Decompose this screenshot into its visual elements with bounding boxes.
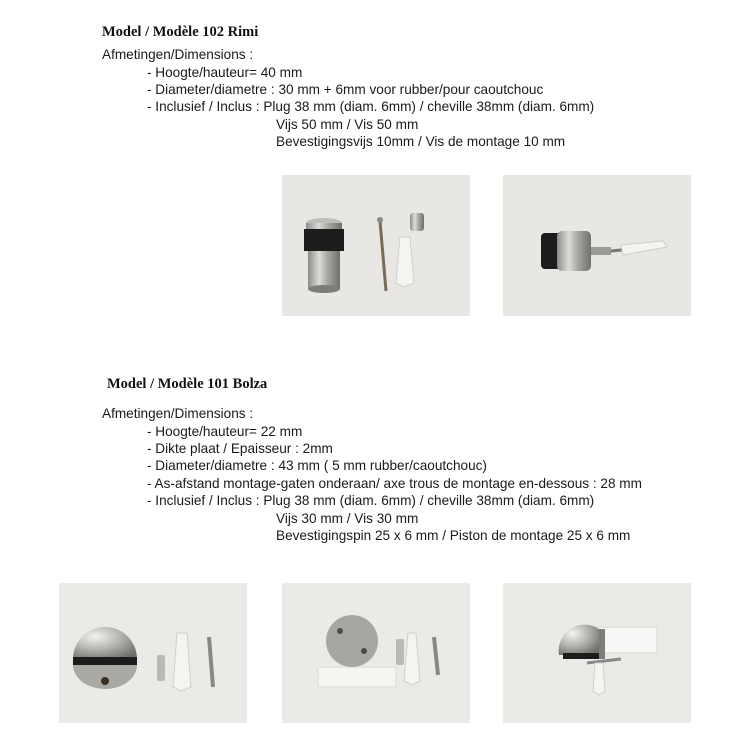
model-101-dimensions-label: Afmetingen/Dimensions : (102, 406, 254, 421)
model-102-diameter: - Diameter/diametre : 30 mm + 6mm voor rubber/pour caoutchouc (147, 82, 544, 97)
model-102-title: Model / Modèle 102 Rimi (102, 24, 259, 40)
model-102-mounting-screw: Bevestigingsvijs 10mm / Vis de montage 10 mm (276, 134, 566, 149)
model-102-assembled-photo (503, 175, 691, 316)
model-101-height: - Hoogte/hauteur= 22 mm (147, 424, 303, 439)
model-101-mounting-pin: Bevestigingspin 25 x 6 mm / Piston de montage 25 x 6 mm (276, 528, 631, 543)
model-101-diameter: - Diameter/diametre : 43 mm ( 5 mm rubber/caoutchouc) (147, 458, 487, 473)
model-101-title: Model / Modèle 101 Bolza (107, 376, 268, 392)
model-102-included: - Inclusief / Inclus : Plug 38 mm (diam. 6mm) / cheville 38mm (diam. 6mm) (147, 99, 595, 114)
model-101-hole-distance: - As-afstand montage-gaten onderaan/ axe trous de montage en-dessous : 28 mm (147, 476, 642, 491)
model-101-top-photo (59, 583, 247, 723)
model-102-screw: Vijs 50 mm / Vis 50 mm (276, 117, 419, 132)
model-101-bottom-photo (282, 583, 470, 723)
model-101-assembled-photo (503, 583, 691, 723)
model-101-thickness: - Dikte plaat / Epaisseur : 2mm (147, 441, 333, 456)
model-102-height: - Hoogte/hauteur= 40 mm (147, 65, 303, 80)
model-102-parts-photo (282, 175, 470, 316)
model-102-dimensions-label: Afmetingen/Dimensions : (102, 47, 254, 62)
model-101-screw: Vijs 30 mm / Vis 30 mm (276, 511, 419, 526)
model-101-included: - Inclusief / Inclus : Plug 38 mm (diam. 6mm) / cheville 38mm (diam. 6mm) (147, 493, 595, 508)
